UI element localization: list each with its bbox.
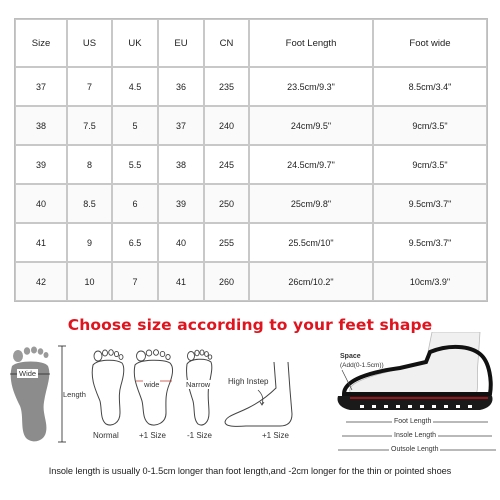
- cell-us: 8: [67, 145, 112, 184]
- table-row: [15, 145, 487, 184]
- header-uk: UK: [112, 19, 158, 67]
- high-instep-foot-icon: [222, 360, 302, 430]
- table-row: [15, 184, 487, 223]
- cell-uk: 5: [112, 106, 158, 145]
- cell-eu: 36: [158, 67, 204, 106]
- toe-shape: [38, 348, 44, 354]
- toe-shape: [24, 347, 30, 355]
- high-instep-caption: +1 Size: [262, 431, 289, 440]
- cell-us: 10: [67, 262, 112, 301]
- header-cn: CN: [204, 19, 249, 67]
- cell-foot-length: 25cm/9.8": [249, 184, 373, 223]
- cell-size: 41: [15, 223, 67, 262]
- cell-cn: 240: [204, 106, 249, 145]
- cell-size: 38: [15, 106, 67, 145]
- cell-foot-wide: 10cm/3.9": [373, 262, 487, 301]
- length-label: Length: [63, 390, 86, 399]
- narrow-foot-caption: -1 Size: [187, 431, 212, 440]
- cell-foot-wide: 9cm/3.5": [373, 106, 487, 145]
- cell-eu: 38: [158, 145, 204, 184]
- cell-foot-length: 25.5cm/10": [249, 223, 373, 262]
- wide-foot-label: wide: [144, 380, 160, 389]
- table-header-row: [15, 19, 487, 67]
- header-foot-wide: Foot wide: [373, 19, 487, 67]
- cell-uk: 6: [112, 184, 158, 223]
- cell-eu: 39: [158, 184, 204, 223]
- toe-shape: [13, 350, 23, 362]
- header-eu: EU: [158, 19, 204, 67]
- normal-foot-caption: Normal: [93, 431, 119, 440]
- wide-foot-caption: +1 Size: [139, 431, 166, 440]
- foot-length-label: Foot Length: [394, 418, 432, 425]
- cell-foot-length: 26cm/10.2": [249, 262, 373, 301]
- space-detail-label: (Add(0-1.5cm)): [340, 362, 384, 369]
- cell-cn: 235: [204, 67, 249, 106]
- cell-size: 42: [15, 262, 67, 301]
- table-row: [15, 67, 487, 106]
- cell-foot-wide: 8.5cm/3.4": [373, 67, 487, 106]
- toe-shape: [31, 347, 37, 354]
- cell-uk: 7: [112, 262, 158, 301]
- cell-cn: 250: [204, 184, 249, 223]
- cell-cn: 255: [204, 223, 249, 262]
- cell-cn: 260: [204, 262, 249, 301]
- outsole-length-label: Outsole Length: [391, 446, 439, 453]
- space-label: Space: [340, 353, 361, 360]
- size-guide-heading: Choose size according to your feet shape: [67, 316, 433, 334]
- table-row: [15, 262, 487, 301]
- header-foot-length: Foot Length: [249, 19, 373, 67]
- cell-foot-wide: 9cm/3.5": [373, 145, 487, 184]
- header-us: US: [67, 19, 112, 67]
- cell-us: 7.5: [67, 106, 112, 145]
- cell-cn: 245: [204, 145, 249, 184]
- header-size: Size: [15, 19, 67, 67]
- cell-foot-length: 24.5cm/9.7": [249, 145, 373, 184]
- cell-eu: 40: [158, 223, 204, 262]
- cell-uk: 4.5: [112, 67, 158, 106]
- high-instep-label: High Instep: [228, 377, 269, 386]
- cell-foot-wide: 9.5cm/3.7": [373, 184, 487, 223]
- cell-uk: 6.5: [112, 223, 158, 262]
- cell-us: 9: [67, 223, 112, 262]
- insole-length-label: Insole Length: [394, 432, 437, 439]
- toe-shape: [44, 352, 49, 358]
- cell-foot-wide: 9.5cm/3.7": [373, 223, 487, 262]
- narrow-foot-label: Narrow: [186, 380, 211, 389]
- cell-foot-length: 24cm/9.5": [249, 106, 373, 145]
- cell-size: 37: [15, 67, 67, 106]
- wide-label: Wide: [19, 369, 37, 378]
- cell-us: 8.5: [67, 184, 112, 223]
- cell-us: 7: [67, 67, 112, 106]
- cell-size: 39: [15, 145, 67, 184]
- cell-foot-length: 23.5cm/9.3": [249, 67, 373, 106]
- cell-eu: 37: [158, 106, 204, 145]
- table-row: [15, 106, 487, 145]
- insole-length-note: Insole length is usually 0-1.5cm longer than foot length,and -2cm longer for the thin or pointed shoes: [48, 466, 452, 476]
- table-row: [15, 223, 487, 262]
- cell-size: 40: [15, 184, 67, 223]
- cell-uk: 5.5: [112, 145, 158, 184]
- size-chart-table: [14, 18, 488, 302]
- cell-eu: 41: [158, 262, 204, 301]
- normal-foot-icon: [88, 347, 128, 427]
